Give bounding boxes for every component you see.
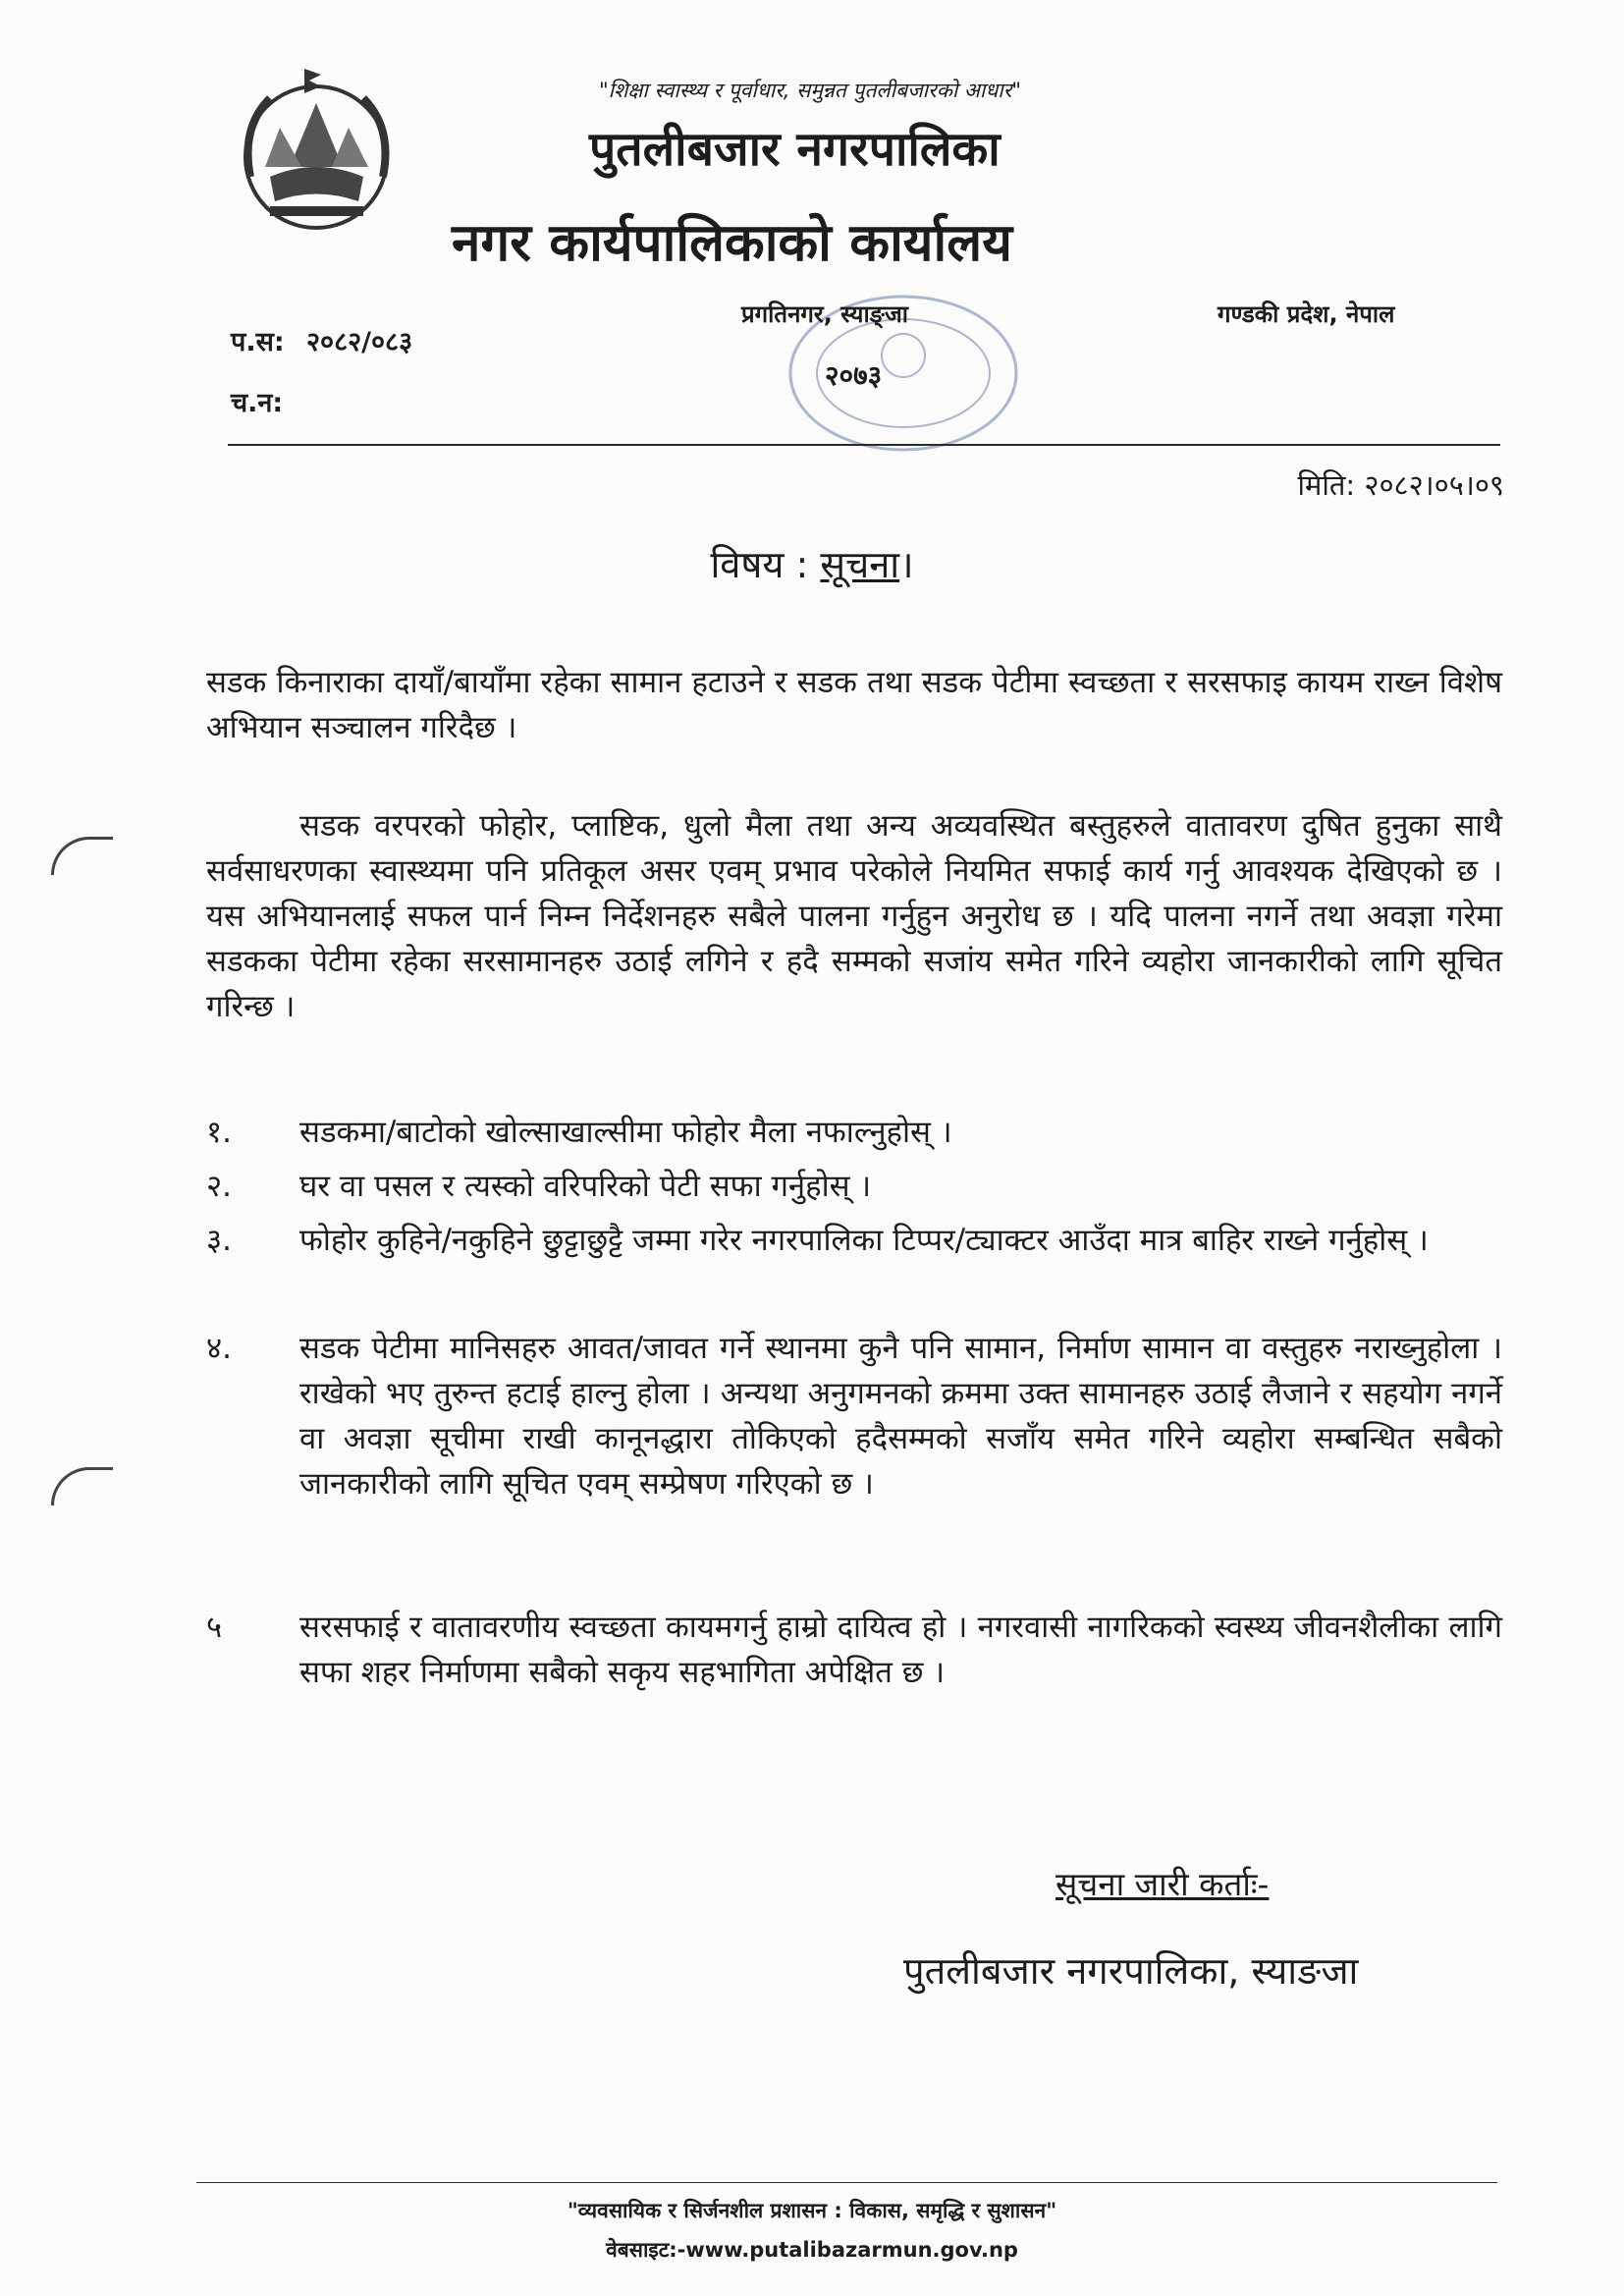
subject-label: विषय : bbox=[710, 543, 809, 586]
office-name: नगर कार्यपालिकाको कार्यालय bbox=[452, 213, 1012, 273]
province-text: गण्डकी प्रदेश, नेपाल bbox=[1218, 301, 1395, 328]
subject-line bbox=[0, 538, 1624, 589]
stamp-year: २०७३ bbox=[825, 359, 883, 392]
nepal-emblem-icon bbox=[211, 59, 422, 236]
header-divider bbox=[228, 444, 1500, 446]
dispatch-label: च.न: bbox=[231, 388, 284, 418]
issuer-name: पुतलीबजार नगरपालिका, स्याङजा bbox=[903, 1949, 1359, 1993]
list-item bbox=[206, 1218, 1502, 1263]
list-item-text: घर वा पसल र त्यस्को वरिपरिको पेटी सफा गर्नुहोस् । bbox=[299, 1169, 872, 1204]
list-item-number: १. bbox=[206, 1115, 232, 1150]
reference-label: प.स: bbox=[231, 327, 285, 357]
subject-end: । bbox=[899, 543, 914, 586]
motto-text: "शिक्षा स्वास्थ्य र पूर्वाधार, समुन्नत पुतलीबजारको आधार" bbox=[599, 79, 1021, 102]
list-item bbox=[206, 1605, 1502, 1695]
subject-value: सूचना bbox=[820, 543, 900, 586]
reference-number: २०८२/०८३ bbox=[306, 327, 413, 357]
list-item bbox=[206, 1110, 1502, 1155]
notice-date: मिति: २०८२।०५।०९ bbox=[1297, 468, 1504, 502]
punch-hole-mark bbox=[51, 1467, 113, 1505]
issuer-label: सूचना जारी कर्ताः- bbox=[1056, 1865, 1270, 1903]
punch-hole-mark bbox=[51, 837, 113, 875]
list-item bbox=[206, 1326, 1502, 1506]
list-item bbox=[206, 1164, 1502, 1209]
list-item-number: ५ bbox=[206, 1610, 223, 1645]
list-item-text: सडक पेटीमा मानिसहरु आवत/जावत गर्ने स्थानमा कुनै पनि सामान, निर्माण सामान वा वस्तुहरु नराख्नुहोला । राखेको भए तुरुन्त हटाई हाल्नु होला । अन्यथा अनुगमनको क्रममा उक्त सामानहरु उठाई लैजाने र सहयोग नगर्ने वा अवज्ञा सूचीमा राखी कानूनद्धारा तोकिएको हदैसम्मको सजाँय समेत गरिने व्यहोरा सम्बन्धित सबैको जानकारीको लागि सूचित एवम् सम्प्रेषण गरिएको छ । bbox=[299, 1331, 1502, 1502]
office-location: प्रगतिनगर, स्याङ्जा bbox=[741, 301, 908, 328]
list-item-text: सडकमा/बाटोको खोल्साखाल्सीमा फोहोर मैला नफाल्नुहोस् । bbox=[299, 1115, 952, 1150]
list-item-text: फोहोर कुहिने/नकुहिने छुट्टाछुट्टै जम्मा गरेर नगरपालिका टिप्पर/ट्याक्टर आउँदा मात्र बाहिर राख्ने गर्नुहोस् । bbox=[299, 1223, 1429, 1258]
municipality-name: पुतलीबजार नगरपालिका bbox=[589, 122, 1001, 177]
list-item-number: ४. bbox=[206, 1331, 232, 1366]
footer-divider bbox=[196, 2182, 1497, 2183]
list-item-number: ३. bbox=[206, 1223, 232, 1258]
footer-website: वेबसाइट:-www.putalibazarmun.gov.np bbox=[606, 2238, 1018, 2262]
list-item-number: २. bbox=[206, 1169, 232, 1204]
footer-slogan: "व्यवसायिक र सिर्जनशील प्रशासन : विकास, समृद्धि र सुशासन" bbox=[567, 2199, 1057, 2222]
body-paragraph: सडक वरपरको फोहोर, प्लाष्टिक, धुलो मैला तथा अन्य अव्यवस्थित बस्तुहरुले वातावरण दुषित हुनुका साथै सर्वसाधरणका स्वास्थ्यमा पनि प्रतिकूल असर एवम् प्रभाव परेकोले नियमित सफाई कार्य गर्नु आवश्यक देखिएको छ । यस अभियानलाई सफल पार्न निम्न निर्देशनहरु सबैले पालना गर्नुहुन अनुरोध छ । यदि पालना नगर्ने तथा अवज्ञा गरेमा सडकका पेटीमा रहेका सरसामानहरु उठाई लगिने र हदै सम्मको सजांय समेत गरिने व्यहोरा जानकारीको लागि सूचित गरिन्छ । bbox=[206, 808, 1502, 1024]
intro-paragraph: सडक किनाराका दायाँ/बायाँमा रहेका सामान हटाउने र सडक तथा सडक पेटीमा स्वच्छता र सरसफाइ कायम राख्न विशेष अभियान सञ्चालन गरिदैछ । bbox=[206, 665, 1502, 745]
list-item-text: सरसफाई र वातावरणीय स्वच्छता कायमगर्नु हाम्रो दायित्व हो । नगरवासी नागरिकको स्वस्थ्य जीवनशैलीका लागि सफा शहर निर्माणमा सबैको सकृय सहभागिता अपेक्षित छ । bbox=[299, 1610, 1502, 1690]
